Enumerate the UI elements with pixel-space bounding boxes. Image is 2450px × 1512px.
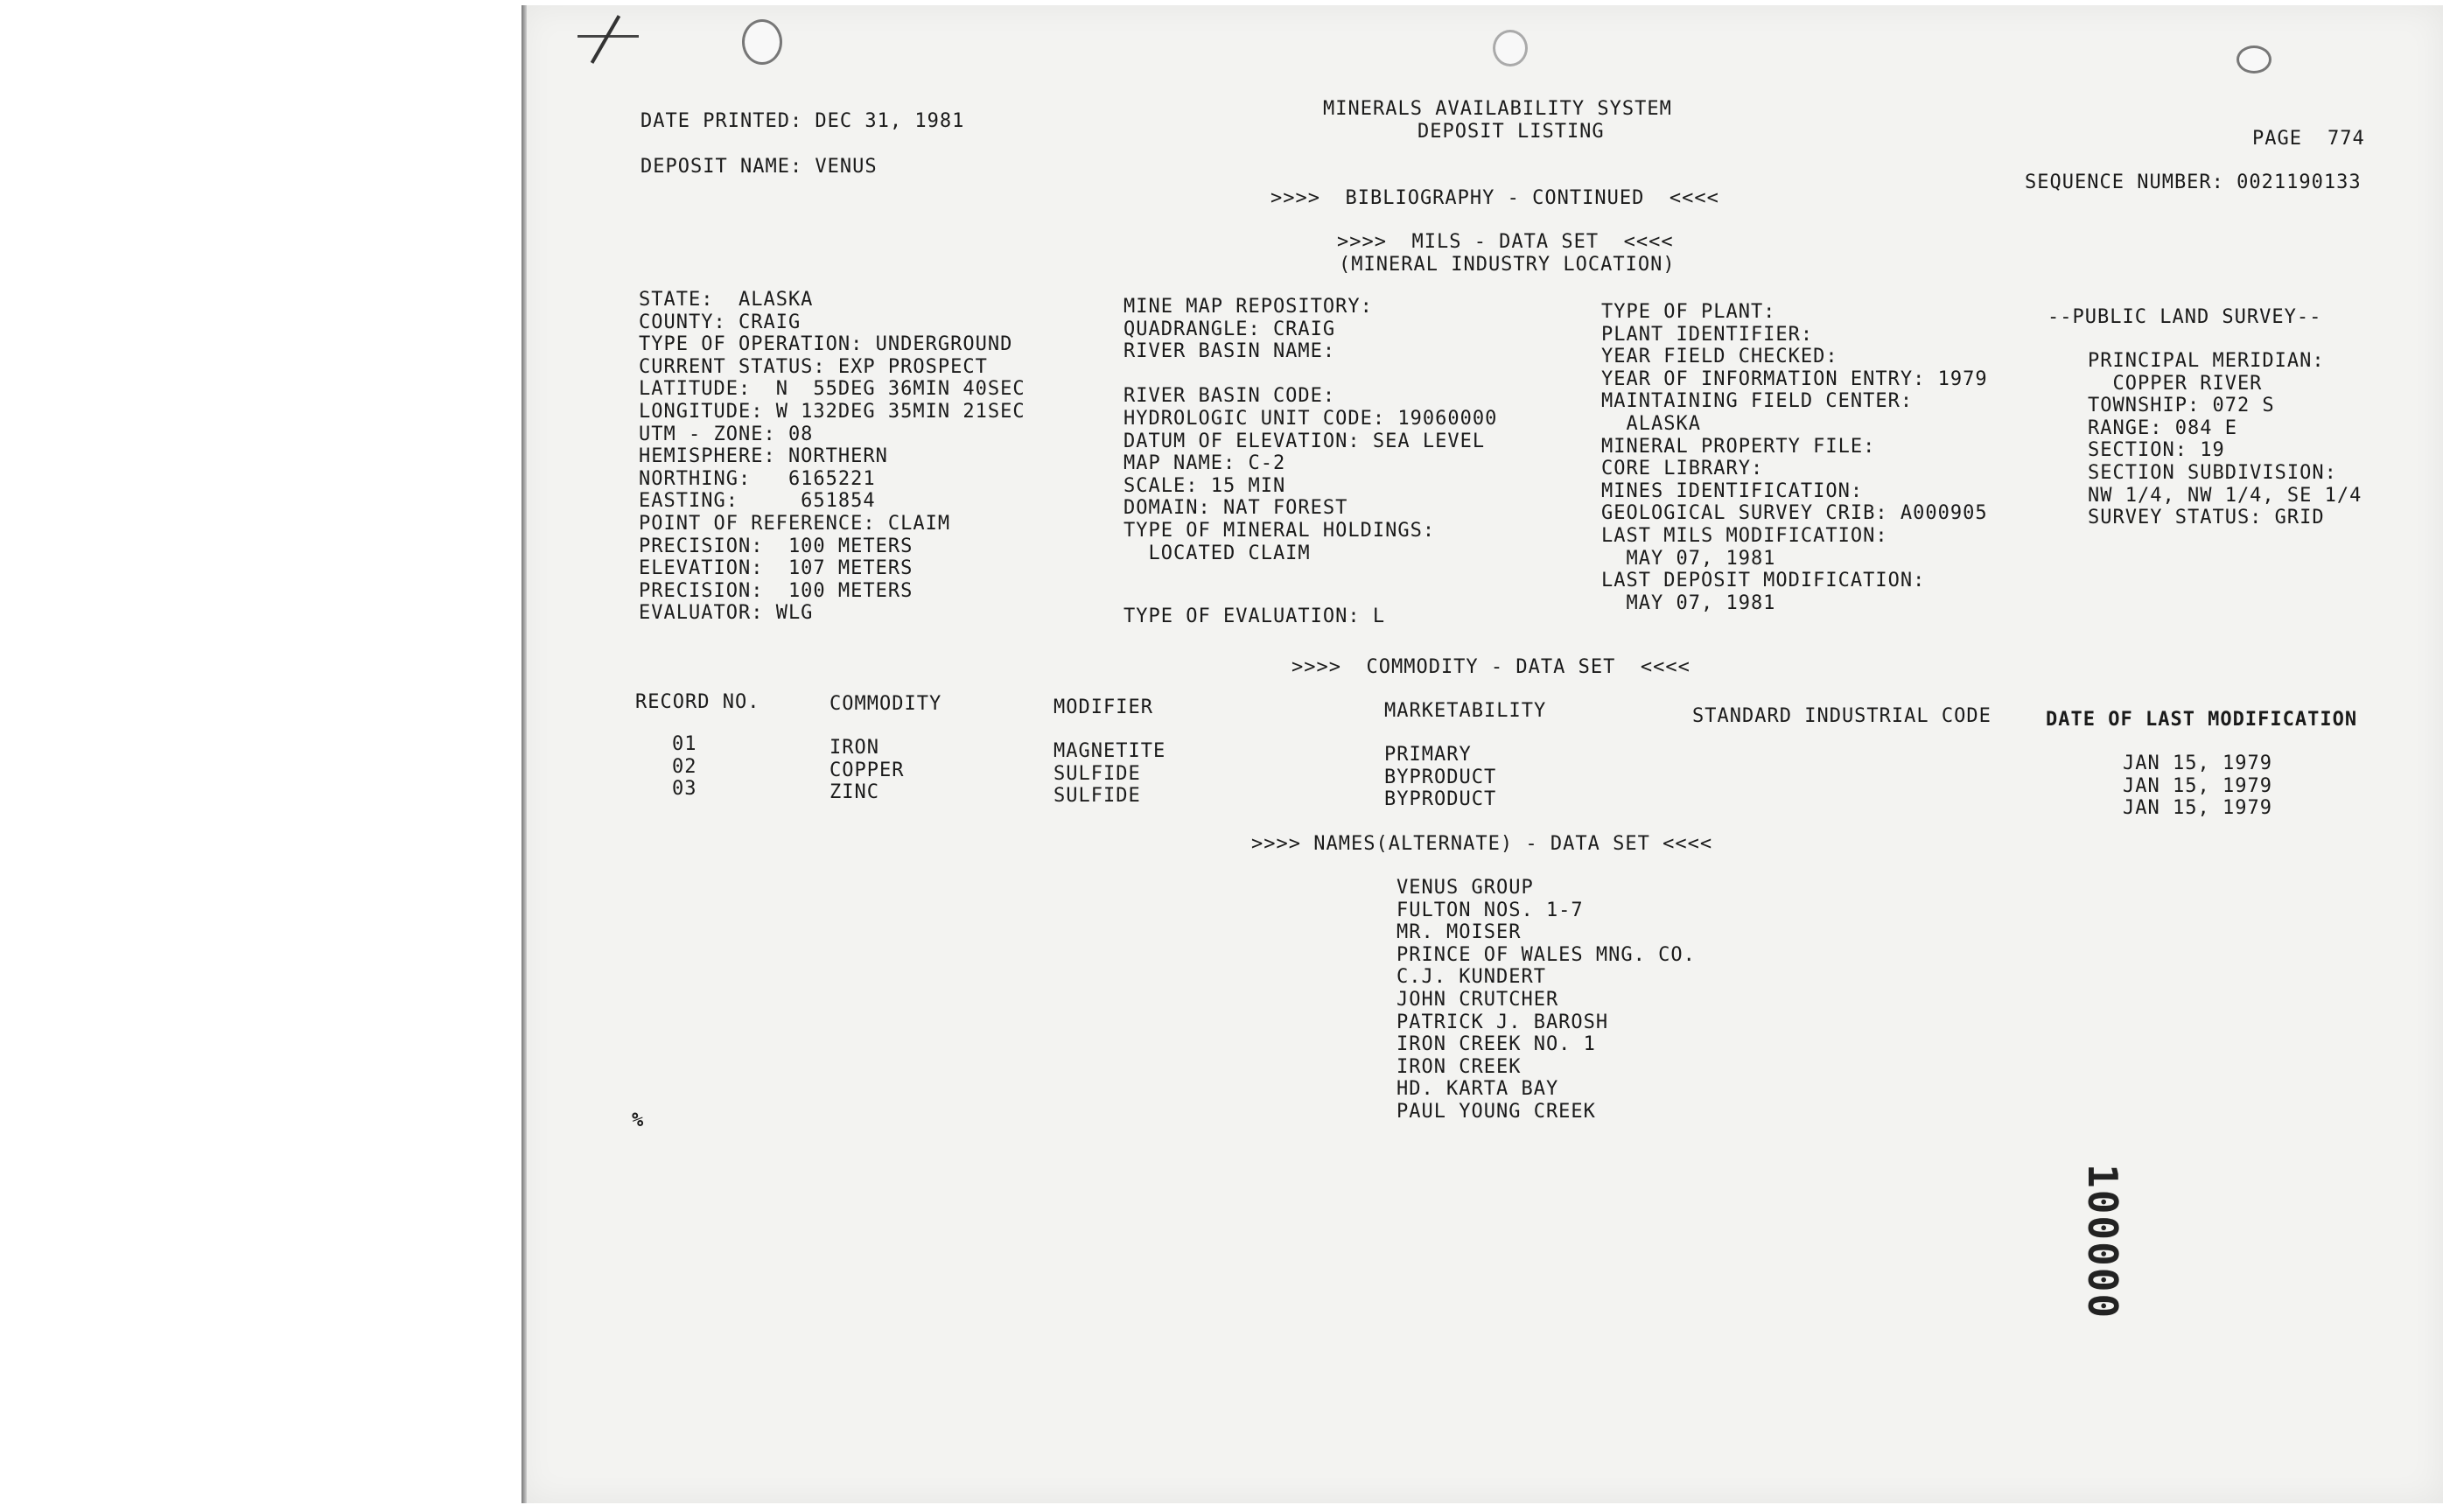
punch-hole-center bbox=[1493, 30, 1528, 66]
field-maintaining-field-center: MAINTAINING FIELD CENTER: bbox=[1601, 390, 1914, 413]
field-quadrangle: QUADRANGLE: CRAIG bbox=[1124, 318, 1336, 340]
field-township: TOWNSHIP: 072 S bbox=[2088, 395, 2275, 417]
list-item: VENUS GROUP bbox=[1396, 877, 1534, 899]
land-survey-block bbox=[2088, 350, 2362, 529]
table-cell-modifier: MAGNETITE bbox=[1054, 740, 1166, 762]
list-item: IRON CREEK bbox=[1396, 1055, 1522, 1078]
field-geological-survey-crib: GEOLOGICAL SURVEY CRIB: A000905 bbox=[1601, 502, 1988, 525]
field-last-mils-modification-date: MAY 07, 1981 bbox=[1601, 547, 1776, 570]
field-river-basin-name: RIVER BASIN NAME: bbox=[1124, 340, 1336, 363]
field-county: COUNTY: CRAIG bbox=[639, 311, 802, 333]
field-precision-elevation: PRECISION: 100 METERS bbox=[639, 579, 914, 602]
date-printed: DATE PRINTED: DEC 31, 1981 bbox=[640, 110, 965, 132]
field-domain: DOMAIN: NAT FOREST bbox=[1124, 497, 1348, 520]
field-map-name: MAP NAME: C-2 bbox=[1124, 452, 1286, 475]
field-meridian-value: COPPER RIVER bbox=[2088, 372, 2263, 395]
field-current-status: CURRENT STATUS: EXP PROSPECT bbox=[639, 355, 988, 378]
field-state: STATE: ALASKA bbox=[639, 289, 814, 311]
field-survey-status: SURVEY STATUS: GRID bbox=[2088, 507, 2325, 529]
table-cell-commodity: ZINC bbox=[830, 781, 879, 804]
field-type-of-evaluation: TYPE OF EVALUATION: L bbox=[1124, 606, 1386, 627]
list-item: PAUL YOUNG CREEK bbox=[1396, 1100, 1596, 1123]
field-latitude: LATITUDE: N 55DEG 36MIN 40SEC bbox=[639, 378, 1026, 401]
mils-column-admin bbox=[1601, 301, 1988, 614]
field-utm-zone: UTM - ZONE: 08 bbox=[639, 423, 814, 445]
table-cell-commodity: IRON bbox=[830, 737, 879, 759]
field-section-subdivision: SECTION SUBDIVISION: bbox=[2088, 461, 2337, 484]
col-header-sic: STANDARD INDUSTRIAL CODE bbox=[1692, 705, 1992, 727]
field-last-mils-modification: LAST MILS MODIFICATION: bbox=[1601, 524, 1888, 547]
field-datum-of-elevation: DATUM OF ELEVATION: SEA LEVEL bbox=[1124, 430, 1486, 452]
table-cell-record: 03 bbox=[672, 778, 697, 801]
field-principal-meridian: PRINCIPAL MERIDIAN: bbox=[2088, 350, 2325, 372]
field-mineral-property-file: MINERAL PROPERTY FILE: bbox=[1601, 435, 1876, 458]
end-marker: % bbox=[632, 1110, 645, 1131]
table-cell-marketability: PRIMARY bbox=[1384, 744, 1472, 766]
table-cell-record: 02 bbox=[672, 755, 697, 778]
frame-stamp: 100000 bbox=[2079, 1164, 2126, 1320]
commodity-name-column bbox=[830, 737, 904, 804]
list-item: MR. MOISER bbox=[1396, 921, 1522, 944]
field-core-library: CORE LIBRARY: bbox=[1601, 458, 1764, 480]
field-mineral-holdings-value: LOCATED CLAIM bbox=[1124, 542, 1311, 564]
commodity-date-column bbox=[2123, 752, 2272, 820]
mils-column-map bbox=[1124, 296, 1497, 564]
col-header-modifier: MODIFIER bbox=[1054, 696, 1153, 718]
table-cell-marketability: BYPRODUCT bbox=[1384, 788, 1497, 811]
field-section: SECTION: 19 bbox=[2088, 439, 2225, 462]
spacer bbox=[1124, 363, 1497, 386]
col-header-date-mod: DATE OF LAST MODIFICATION bbox=[2046, 709, 2358, 731]
field-type-of-plant: TYPE OF PLANT: bbox=[1601, 301, 1776, 323]
field-type-of-mineral-holdings: TYPE OF MINERAL HOLDINGS: bbox=[1124, 519, 1436, 542]
field-mines-identification: MINES IDENTIFICATION: bbox=[1601, 480, 1864, 502]
table-cell-commodity: COPPER bbox=[830, 759, 905, 781]
field-scale: SCALE: 15 MIN bbox=[1124, 474, 1286, 497]
section-mils-subtitle: (MINERAL INDUSTRY LOCATION) bbox=[1339, 254, 1676, 276]
field-point-of-reference: POINT OF REFERENCE: CLAIM bbox=[639, 512, 951, 535]
punch-hole-right bbox=[2236, 46, 2272, 74]
table-cell-date: JAN 15, 1979 bbox=[2123, 774, 2272, 797]
list-item: C.J. KUNDERT bbox=[1396, 966, 1546, 989]
table-cell-modifier: SULFIDE bbox=[1054, 762, 1141, 785]
list-item: HD. KARTA BAY bbox=[1396, 1078, 1559, 1101]
mils-column-location bbox=[639, 289, 1026, 625]
commodity-modifier-column bbox=[1054, 740, 1166, 808]
table-cell-record: 01 bbox=[672, 733, 697, 755]
col-header-record-no: RECORD NO. bbox=[635, 691, 760, 713]
field-plant-identifier: PLANT IDENTIFIER: bbox=[1601, 323, 1814, 346]
table-cell-marketability: BYPRODUCT bbox=[1384, 766, 1497, 788]
list-item: PATRICK J. BAROSH bbox=[1396, 1011, 1609, 1033]
table-cell-modifier: SULFIDE bbox=[1054, 785, 1141, 808]
field-subdivision-value: NW 1/4, NW 1/4, SE 1/4 bbox=[2088, 484, 2362, 507]
field-type-of-operation: TYPE OF OPERATION: UNDERGROUND bbox=[639, 333, 1013, 356]
list-item: IRON CREEK NO. 1 bbox=[1396, 1033, 1596, 1056]
field-year-field-checked: YEAR FIELD CHECKED: bbox=[1601, 346, 1838, 368]
list-item: JOHN CRUTCHER bbox=[1396, 988, 1559, 1011]
commodity-record-column bbox=[672, 733, 697, 801]
field-field-center-value: ALASKA bbox=[1601, 412, 1701, 435]
field-river-basin-code: RIVER BASIN CODE: bbox=[1124, 385, 1336, 408]
listing-title: DEPOSIT LISTING bbox=[1418, 121, 1605, 143]
section-commodity: >>>> COMMODITY - DATA SET <<<< bbox=[1292, 656, 1690, 678]
commodity-marketability-column bbox=[1384, 744, 1496, 811]
deposit-name: DEPOSIT NAME: VENUS bbox=[640, 156, 878, 178]
page-label: PAGE bbox=[2252, 128, 2302, 150]
field-longitude: LONGITUDE: W 132DEG 35MIN 21SEC bbox=[639, 400, 1026, 423]
field-precision: PRECISION: 100 METERS bbox=[639, 535, 914, 557]
table-cell-date: JAN 15, 1979 bbox=[2123, 752, 2272, 774]
col-header-commodity: COMMODITY bbox=[830, 693, 942, 715]
section-names: >>>> NAMES(ALTERNATE) - DATA SET <<<< bbox=[1251, 833, 1713, 855]
list-item: FULTON NOS. 1-7 bbox=[1396, 899, 1584, 921]
field-hemisphere: HEMISPHERE: NORTHERN bbox=[639, 445, 888, 468]
field-easting: EASTING: 651854 bbox=[639, 490, 876, 513]
punch-hole-left bbox=[742, 19, 782, 65]
page-number: 774 bbox=[2328, 128, 2365, 150]
section-mils: >>>> MILS - DATA SET <<<< bbox=[1337, 231, 1674, 253]
table-cell-date: JAN 15, 1979 bbox=[2123, 797, 2272, 820]
field-year-of-information-entry: YEAR OF INFORMATION ENTRY: 1979 bbox=[1601, 368, 1988, 390]
list-item: PRINCE OF WALES MNG. CO. bbox=[1396, 943, 1696, 966]
field-northing: NORTHING: 6165221 bbox=[639, 467, 876, 490]
field-mine-map-repository: MINE MAP REPOSITORY: bbox=[1124, 296, 1373, 318]
section-bibliography: >>>> BIBLIOGRAPHY - CONTINUED <<<< bbox=[1270, 187, 1719, 209]
page-edge bbox=[522, 5, 527, 1503]
field-last-deposit-modification-date: MAY 07, 1981 bbox=[1601, 592, 1776, 614]
system-title: MINERALS AVAILABILITY SYSTEM bbox=[1323, 98, 1672, 120]
land-survey-title: --PUBLIC LAND SURVEY-- bbox=[2048, 306, 2322, 328]
sequence-number: SEQUENCE NUMBER: 0021190133 bbox=[2025, 172, 2362, 193]
col-header-marketability: MARKETABILITY bbox=[1384, 700, 1547, 722]
field-hydrologic-unit-code: HYDROLOGIC UNIT CODE: 19060000 bbox=[1124, 407, 1498, 430]
alternate-names-list bbox=[1396, 877, 1696, 1124]
field-evaluator: EVALUATOR: WLG bbox=[639, 602, 814, 625]
field-last-deposit-modification: LAST DEPOSIT MODIFICATION: bbox=[1601, 570, 1926, 592]
field-range: RANGE: 084 E bbox=[2088, 416, 2237, 439]
field-elevation: ELEVATION: 107 METERS bbox=[639, 557, 914, 580]
